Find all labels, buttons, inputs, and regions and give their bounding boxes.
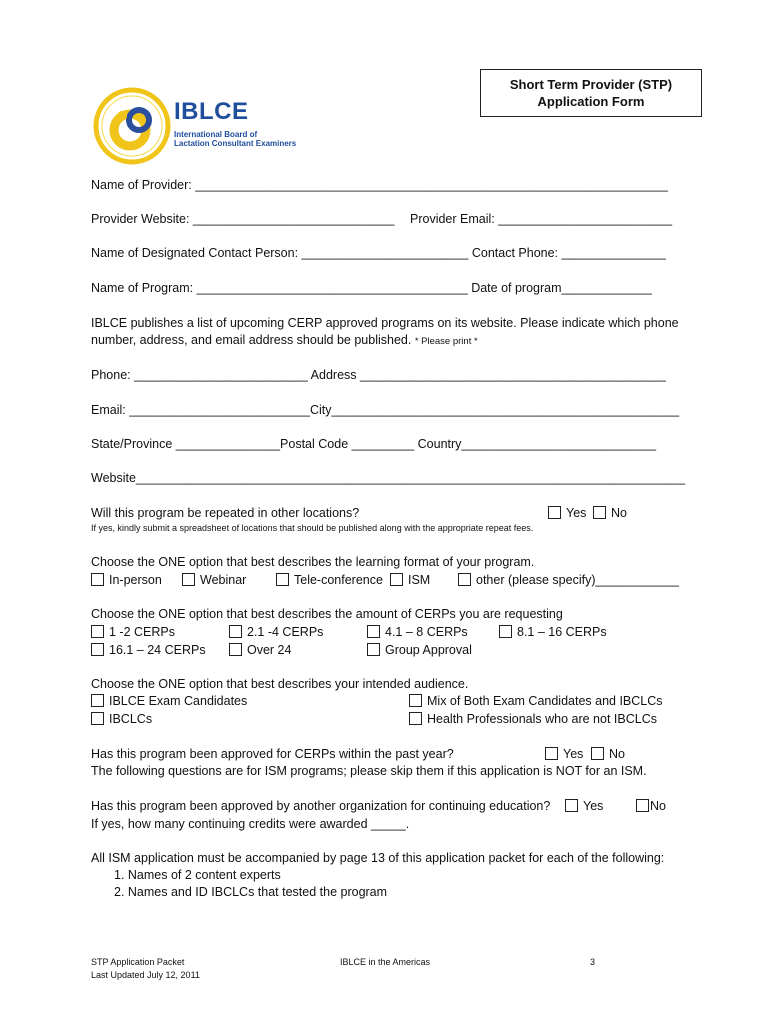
program-name-field[interactable]: Name of Program: _______________________________________ Date of program_____________ [91,281,652,295]
publish-text-line2-main: number, address, and email address should be published. [91,333,412,347]
repeat-question: Will this program be repeated in other locations? [91,506,360,520]
footer-left-line1: STP Application Packet [91,957,185,967]
option-label: Webinar [200,573,247,587]
email-field[interactable]: Email: __________________________City__________________________________________________ [91,403,680,417]
provider-email-field[interactable]: Provider Email: _________________________ [410,212,673,226]
option-label: Group Approval [385,643,472,657]
checkbox[interactable] [91,643,104,656]
repeat-no-label: No [611,506,627,520]
option-label: No [609,747,625,761]
option-label: 8.1 – 16 CERPs [517,625,607,639]
audience-option-exam-candidates[interactable] [91,693,247,709]
checkbox[interactable] [545,747,558,760]
option-label: IBLCE Exam Candidates [109,694,248,708]
contact-person-field[interactable]: Name of Designated Contact Person: ________________________ Contact Phone: _______________ [91,246,666,260]
option-label: Yes [563,747,584,761]
audience-option-ibclcs[interactable] [91,711,152,727]
format-option-webinar[interactable] [182,572,246,588]
logo-subtitle-2: Lactation Consultant Examiners [174,139,297,148]
checkbox[interactable] [182,573,195,586]
cerps-option-3[interactable] [367,624,468,640]
cerps-option-4[interactable] [499,624,607,640]
cerps-option-2[interactable] [229,624,323,640]
website-field[interactable]: Website_______________________________________________________________________________ [91,471,686,485]
checkbox[interactable] [91,573,104,586]
footer-left-line2: Last Updated July 12, 2011 [91,970,200,980]
checkbox[interactable] [276,573,289,586]
checkbox[interactable] [409,712,422,725]
checkbox[interactable] [91,694,104,707]
repeat-yes-label: Yes [566,506,587,520]
cerps-option-6[interactable] [229,642,291,658]
audience-question: Choose the ONE option that best describes your intended audience. [91,677,469,691]
option-label: IBCLCs [109,712,153,726]
option-label: Tele-conference [294,573,383,587]
phone-field[interactable]: Phone: _________________________ Address ____________________________________________ [91,368,666,382]
state-field[interactable]: State/Province _______________Postal Code _________ Country____________________________ [91,437,657,451]
credits-question: If yes, how many continuing credits were awarded _____. [91,817,410,831]
provider-website-field[interactable]: Provider Website: _____________________________ [91,212,395,226]
option-label: ISM [408,573,431,587]
format-option-teleconference[interactable] [276,572,383,588]
approved-yes-option[interactable] [545,746,583,762]
form-title-line1: Short Term Provider (STP) [509,77,673,92]
checkbox[interactable] [499,625,512,638]
approved-no-option[interactable] [591,746,625,762]
cerps-option-7[interactable] [367,642,472,658]
option-label: other (please specify)____________ [476,573,679,587]
checkbox[interactable] [91,712,104,725]
audience-option-health-professionals[interactable] [409,711,657,727]
checkbox[interactable] [229,625,242,638]
option-label: 2.1 -4 CERPs [247,625,324,639]
other-org-question: Has this program been approved by another organization for continuing education? [91,799,551,813]
checkbox[interactable] [409,694,422,707]
footer-center: IBLCE in the Americas [340,957,431,967]
checkbox[interactable] [458,573,471,586]
format-question: Choose the ONE option that best describes the learning format of your program. [91,555,535,569]
approved-question: Has this program been approved for CERPs within the past year? [91,747,454,761]
page-number: 3 [590,957,596,967]
cerps-option-1[interactable] [91,624,175,640]
option-label: 4.1 – 8 CERPs [385,625,468,639]
ism-note: The following questions are for ISM programs; please skip them if this application is NOT for an ISM. [91,764,647,778]
checkbox[interactable] [593,506,606,519]
option-label: Mix of Both Exam Candidates and IBCLCs [427,694,663,708]
repeat-no-option[interactable] [593,505,627,521]
please-print-note: * Please print * [414,336,478,347]
iblce-logo [92,86,302,168]
publish-text-line1: IBLCE publishes a list of upcoming CERP approved programs on its website. Please indicate which phone [91,316,679,330]
iblce-seal-icon [92,86,172,166]
repeat-note: If yes, kindly submit a spreadsheet of locations that should be published along with the appropriate repeat fees. [91,523,534,533]
checkbox[interactable] [591,747,604,760]
checkbox[interactable] [390,573,403,586]
form-title-box [480,69,702,117]
logo-name: IBLCE [174,98,249,125]
checkbox[interactable] [367,625,380,638]
checkbox[interactable] [548,506,561,519]
other-org-no-option[interactable] [636,798,666,814]
repeat-yes-option[interactable] [548,505,586,521]
ism-intro: All ISM application must be accompanied by page 13 of this application packet for each of the following: [91,851,665,865]
cerps-option-5[interactable] [91,642,206,658]
option-label: Health Professionals who are not IBCLCs [427,712,657,726]
form-title-line2: Application Form [537,94,645,109]
option-label: No [650,799,666,813]
format-option-in-person[interactable] [91,572,162,588]
checkbox[interactable] [91,625,104,638]
audience-option-mix[interactable] [409,693,663,709]
checkbox[interactable] [565,799,578,812]
publish-text-line2 [91,332,478,348]
other-org-yes-option[interactable] [565,798,603,814]
cerps-question: Choose the ONE option that best describes the amount of CERPs you are requesting [91,607,563,621]
option-label: 16.1 – 24 CERPs [109,643,206,657]
option-label: In-person [109,573,162,587]
option-label: Yes [583,799,604,813]
checkbox[interactable] [229,643,242,656]
checkbox[interactable] [636,799,649,812]
checkbox[interactable] [367,643,380,656]
format-option-ism[interactable] [390,572,430,588]
option-label: 1 -2 CERPs [109,625,175,639]
ism-item-2: 2. Names and ID IBCLCs that tested the program [114,885,388,899]
logo-subtitle-1: International Board of [174,130,258,139]
provider-name-field[interactable]: Name of Provider: ____________________________________________________________________ [91,178,668,192]
format-option-other[interactable] [458,572,679,588]
ism-item-1: 1. Names of 2 content experts [114,868,281,882]
option-label: Over 24 [247,643,292,657]
